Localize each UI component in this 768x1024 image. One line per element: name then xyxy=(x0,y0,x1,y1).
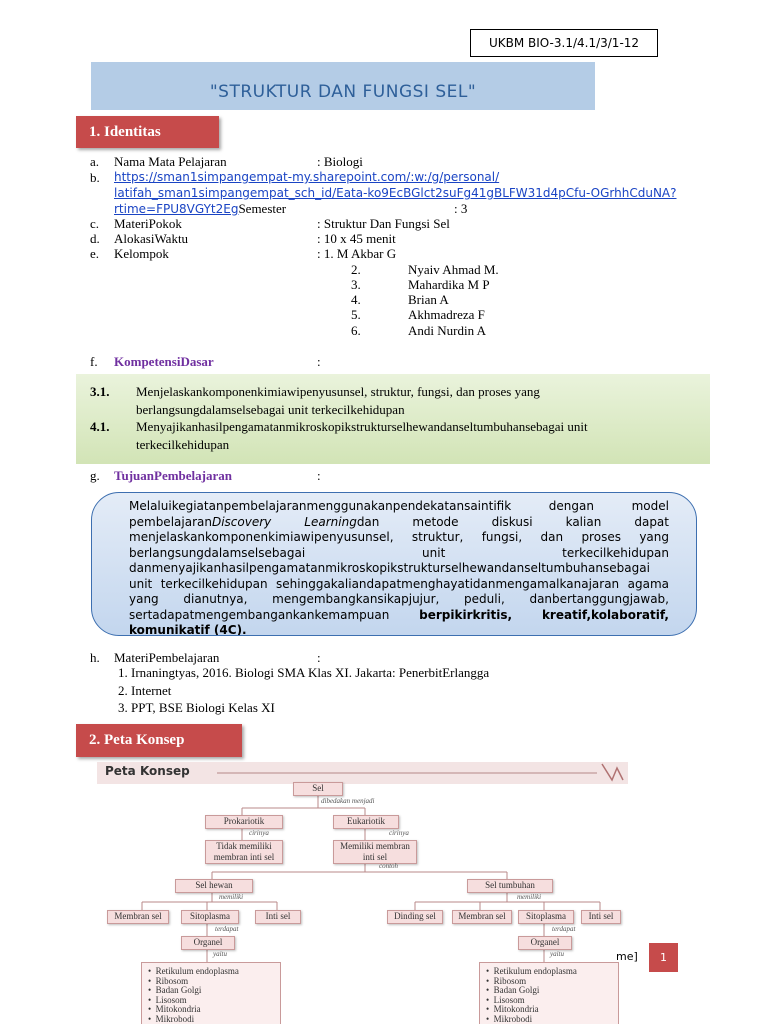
node-inti-sel: Inti sel xyxy=(581,910,621,924)
kd-number: 3.1. xyxy=(90,384,110,399)
materi-item: 1. Irnaningtyas, 2016. Biologi SMA Klas XI. Jakarta: PenerbitErlangga xyxy=(118,665,490,680)
kd-text: berlangsungdalamselsebagai unit terkecilkehidupan xyxy=(136,402,405,417)
link-label: memiliki xyxy=(219,893,244,901)
node-prok-desc: Tidak memiliki membran inti sel xyxy=(205,840,283,864)
kd-text: Menyajikanhasilpengamatanmikroskopikstrukturselhewandanseltumbuhansebagai unit xyxy=(136,419,588,434)
link-label: terdapat xyxy=(552,925,576,933)
document-title: "STRUKTUR DAN FUNGSI SEL" xyxy=(91,62,595,110)
concept-map-title: Peta Konsep xyxy=(105,764,190,778)
member-list-item: 6. Andi Nurdin A xyxy=(351,323,486,338)
row-kelompok: e. Kelompok : 1. M Akbar G xyxy=(90,246,397,261)
node-sel-hewan: Sel hewan xyxy=(175,879,253,893)
row-semester: rtime=FPU8VGYt2EgSemester xyxy=(114,201,287,216)
node-euk-desc: Memiliki membran inti sel xyxy=(333,840,417,864)
link-label: cirinya xyxy=(249,829,269,837)
node-sitoplasma: Sitoplasma xyxy=(181,910,239,924)
node-inti-sel: Inti sel xyxy=(255,910,301,924)
tujuan-paragraph: Melaluikegiatanpembelajaranmenggunakanpendekatansaintifik dengan model pembelajaranDiscovery Learningdan metode diskusi kalian dapat menjelaskankomponenkimiawipenyusunsel, struktur, fungsi, dan proses yang berlangsungdalamselsebagai unit terkecilkehidupan danmenyajikanhasilpengamatanmikroskopikstrukturselhewandanseltumbuhansebagai unit terkecilkehidupan sehinggakaliandapatmenghayatidanmengamalkanajaran agama yang dianutnya, mengembangkansikapjujur, peduli, danbertanggungjawab, sertadapatmengembangankankemampuan berpikirkritis, kreatif,kolaboratif, komunikatif (4C). xyxy=(129,499,669,636)
document-code: UKBM BIO-3.1/4.1/3/1-12 xyxy=(470,29,658,57)
node-sel-tumbuhan: Sel tumbuhan xyxy=(467,879,553,893)
link-label: cirinya xyxy=(389,829,409,837)
semester-value: : 3 xyxy=(454,201,468,216)
node-dinding-sel: Dinding sel xyxy=(387,910,443,924)
node-prokariotik: Prokariotik xyxy=(205,815,283,829)
kd-number: 4.1. xyxy=(90,419,110,434)
link-label: contoh xyxy=(379,862,399,870)
concept-map xyxy=(97,760,628,1024)
materi-item: 2. Internet xyxy=(118,683,172,698)
link-label: terdapat xyxy=(215,925,239,933)
kd-text: Menjelaskankomponenkimiawipenyusunsel, struktur, fungsi, dan proses yang xyxy=(136,384,540,399)
row-mata-pelajaran: a. Nama Mata Pelajaran : Biologi xyxy=(90,154,363,169)
section-peta-konsep-heading: 2. Peta Konsep xyxy=(76,724,242,757)
organel-list-hewan: • Retikulum endoplasma • Ribosom • Badan Golgi • Lisosom • Mitokondria • Mikrobodi xyxy=(141,962,281,1024)
node-eukariotik: Eukariotik xyxy=(333,815,399,829)
node-membran-sel: Membran sel xyxy=(107,910,169,924)
node-sitoplasma: Sitoplasma xyxy=(518,910,574,924)
member-list-item: 3. Mahardika M P xyxy=(351,277,490,292)
node-organel: Organel xyxy=(181,936,235,950)
organel-list-tumbuhan: • Retikulum endoplasma • Ribosom • Badan Golgi • Lisosom • Mitokondria • Mikrobodi xyxy=(479,962,619,1024)
node-membran-sel: Membran sel xyxy=(452,910,512,924)
link-label: dibedakan menjadi xyxy=(321,797,375,805)
node-sel: Sel xyxy=(293,782,343,796)
materi-item: 3. PPT, BSE Biologi Kelas XI xyxy=(118,700,275,715)
link-label: memiliki xyxy=(517,893,542,901)
sharepoint-link-line1[interactable]: https://sman1simpangempat-my.sharepoint.com/:w:/g/personal/ xyxy=(114,170,500,184)
row-materi-pembelajaran: h. MateriPembelajaran : xyxy=(90,650,321,665)
row-tujuan-pembelajaran: g. TujuanPembelajaran : xyxy=(90,468,321,483)
row-materi-pokok: c. MateriPokok : Struktur Dan Fungsi Sel xyxy=(90,216,450,231)
link-label: yaitu xyxy=(213,950,227,958)
member-list-item: 4. Brian A xyxy=(351,292,449,307)
link-label: yaitu xyxy=(550,950,564,958)
row-alokasi-waktu: d. AlokasiWaktu : 10 x 45 menit xyxy=(90,231,396,246)
row-link: b. xyxy=(90,170,100,185)
page-number: 1 xyxy=(649,943,678,972)
sharepoint-link-line3[interactable]: rtime=FPU8VGYt2Eg xyxy=(114,202,239,216)
node-organel: Organel xyxy=(518,936,572,950)
kd-text: terkecilkehidupan xyxy=(136,437,230,452)
sharepoint-link-line2[interactable]: latifah_sman1simpangempat_sch_id/Eata-ko9EcBGlct2suFg41gBLFW31d4pCfu-OGrhhCduNA? xyxy=(114,186,677,200)
member-list-item: 2. Nyaiv Ahmad M. xyxy=(351,262,499,277)
section-identitas-heading: 1. Identitas xyxy=(76,116,219,148)
footer-fragment: me] xyxy=(616,950,638,963)
tujuan-pembelajaran-box xyxy=(91,492,697,636)
row-kompetensi-dasar: f. KompetensiDasar : xyxy=(90,354,321,369)
member-list-item: 5. Akhmadreza F xyxy=(351,307,485,322)
